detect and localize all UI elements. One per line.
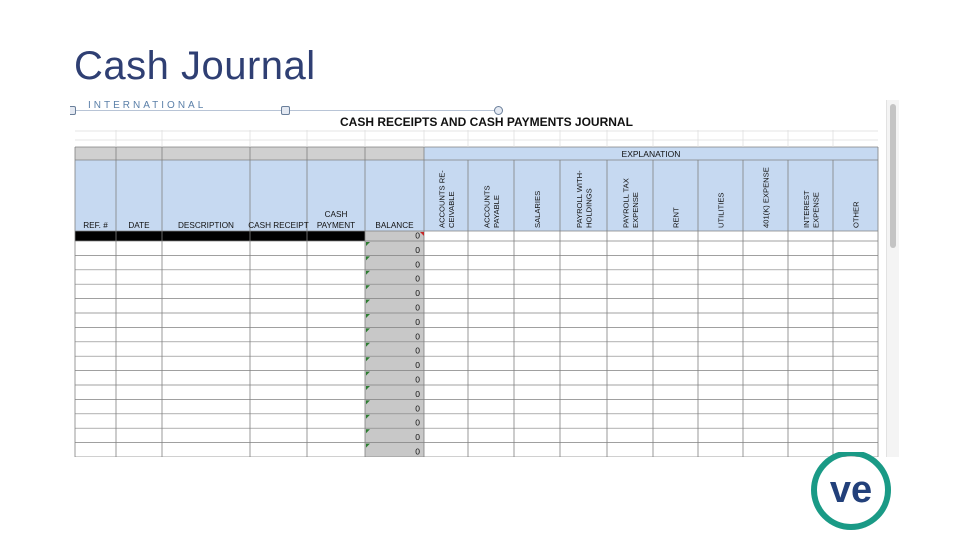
black-header-bar bbox=[75, 231, 365, 241]
column-header: REF. # bbox=[83, 221, 108, 230]
column-header: CASH RECEIPT bbox=[248, 221, 309, 230]
rotated-column-header: EXPENSE bbox=[630, 192, 640, 228]
rotated-column-header: PAYROLL TAX bbox=[621, 178, 631, 228]
logo-text-ve: ve bbox=[829, 469, 873, 511]
rotated-column-header: HOLDINGS bbox=[584, 188, 594, 228]
balance-cell: 0 bbox=[415, 417, 420, 428]
explanation-label: EXPLANATION bbox=[621, 149, 681, 159]
rotated-column-header: ACCOUNTS bbox=[482, 185, 492, 228]
rotated-column-header: RENT bbox=[671, 207, 681, 228]
rotated-column-header: EXPENSE bbox=[811, 192, 821, 228]
rotated-column-header: UTILITIES bbox=[716, 192, 726, 228]
rotated-column-header: ACCOUNTS RE- bbox=[437, 170, 447, 228]
balance-cell: 0 bbox=[415, 388, 420, 399]
rotated-column-header: CEIVABLE bbox=[446, 191, 456, 228]
rotated-column-header: PAYABLE bbox=[491, 195, 501, 228]
rotated-column-header: PAYROLL WITH- bbox=[574, 170, 584, 228]
balance-cell: 0 bbox=[415, 259, 420, 270]
column-header: PAYMENT bbox=[316, 221, 356, 230]
rotated-column-header: 401(K) EXPENSE bbox=[761, 167, 771, 228]
balance-cell: 0 bbox=[415, 345, 420, 356]
balance-cell: 0 bbox=[415, 244, 420, 255]
balance-cell: 0 bbox=[415, 446, 420, 457]
balance-cell: 0 bbox=[415, 316, 420, 327]
journal-grid bbox=[70, 100, 890, 457]
rotated-column-header: SALARIES bbox=[533, 190, 542, 228]
column-header: DATE bbox=[128, 221, 150, 230]
ve-logo bbox=[806, 452, 896, 532]
logo-text: INTERNATIONAL bbox=[88, 100, 207, 111]
balance-cell: 0 bbox=[415, 360, 420, 371]
balance-cell: 0 bbox=[415, 273, 420, 284]
balance-cell: 0 bbox=[415, 331, 420, 342]
rotated-column-header: INTEREST bbox=[801, 190, 811, 228]
scrollbar-thumb[interactable] bbox=[890, 104, 896, 248]
slide-title: Cash Journal bbox=[74, 44, 316, 88]
column-header: DESCRIPTION bbox=[178, 221, 234, 230]
rotated-column-header: OTHER bbox=[851, 201, 861, 228]
column-header: CASH bbox=[324, 210, 348, 219]
balance-cell: 0 bbox=[415, 230, 420, 241]
header-band-gray bbox=[75, 147, 424, 160]
vertical-scrollbar[interactable] bbox=[886, 100, 899, 457]
balance-cell: 0 bbox=[415, 432, 420, 443]
balance-cell: 0 bbox=[415, 403, 420, 414]
journal-title: CASH RECEIPTS AND CASH PAYMENTS JOURNAL bbox=[340, 115, 633, 129]
column-header: BALANCE bbox=[375, 221, 414, 230]
balance-cell: 0 bbox=[415, 374, 420, 385]
balance-cell: 0 bbox=[415, 288, 420, 299]
balance-cell: 0 bbox=[415, 302, 420, 313]
spreadsheet-view[interactable] bbox=[70, 100, 890, 457]
